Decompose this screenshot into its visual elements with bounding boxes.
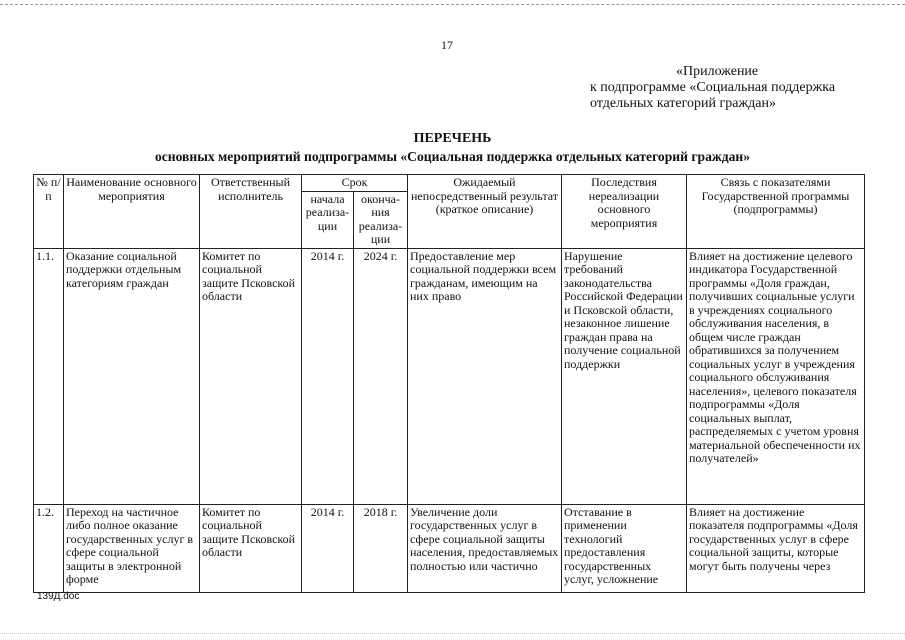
row-2-end: 2018 г. xyxy=(354,504,408,592)
scan-edge-top xyxy=(0,4,905,5)
header-num: № п/п xyxy=(34,175,64,249)
appendix-note xyxy=(590,64,890,112)
row-1-executor: Комитет по социальной защите Псковской области xyxy=(200,248,302,504)
header-end: оконча-ния реализа-ции xyxy=(354,191,408,248)
header-consequences: Последствия нереализации основного мероприятия xyxy=(562,175,687,249)
row-2-start: 2014 г. xyxy=(302,504,354,592)
header-name: Наименование основного мероприятия xyxy=(64,175,200,249)
page-number: 17 xyxy=(441,38,453,52)
appendix-line-3: отдельных категорий граждан» xyxy=(590,96,776,111)
row-2-link: Влияет на достижение показателя подпрограммы «Доля государственных услуг в сфере социальной защиты, которые могут быть получены через xyxy=(687,504,865,592)
row-1-start: 2014 г. xyxy=(302,248,354,504)
table-row xyxy=(34,248,865,504)
table-row xyxy=(34,504,865,592)
header-start: начала реализа-ции xyxy=(302,191,354,248)
row-2-result: Увеличение доли государственных услуг в сфере социальной защиты населения, предоставляемых полностью или частично xyxy=(408,504,562,592)
row-1-link: Влияет на достижение целевого индикатора Государственной программы «Доля граждан, получивших социальные услуги в учреждениях социального обслуживания населения, в общем числе граждан обратившихся за получением социальных услуг в учреждения социального обслуживания населения», целевого показателя подпрограммы «Доля социальных выплат, распределяемых с учетом уровня материальной обеспеченности их получателей» xyxy=(687,248,865,504)
row-2-consequences: Отставание в применении технологий предоставления государственных услуг, усложнение xyxy=(562,504,687,592)
row-1-result: Предоставление мер социальной поддержки всем гражданам, имеющим на них право xyxy=(408,248,562,504)
scan-edge-bottom xyxy=(0,633,905,634)
row-2-name: Переход на частичное либо полное оказание государственных услуг в сфере социальной защиты в электронной форме xyxy=(64,504,200,592)
footer-filename: 139Д.doc xyxy=(37,591,80,602)
header-executor: Ответственный исполнитель xyxy=(200,175,302,249)
row-2-executor: Комитет по социальной защите Псковской области xyxy=(200,504,302,592)
document-title: ПЕРЕЧЕНЬ xyxy=(413,131,492,146)
appendix-line-2: к подпрограмме «Социальная поддержка xyxy=(590,80,836,95)
header-term: Срок xyxy=(302,175,408,192)
header-result: Ожидаемый непосредственный результат (краткое описание) xyxy=(408,175,562,249)
row-2-num: 1.2. xyxy=(34,504,64,592)
row-1-consequences: Нарушение требований законодательства Российской Федерации и Псковской области, незаконное лишение граждан права на получение социальной поддержки xyxy=(562,248,687,504)
row-1-name: Оказание социальной поддержки отдельным категориям граждан xyxy=(64,248,200,504)
header-link: Связь с показателями Государственной программы (подпрограммы) xyxy=(687,175,865,249)
row-1-num: 1.1. xyxy=(34,248,64,504)
row-1-end: 2024 г. xyxy=(354,248,408,504)
measures-table xyxy=(33,174,865,593)
document-subtitle: основных мероприятий подпрограммы «Социальная поддержка отдельных категорий граждан» xyxy=(154,149,751,164)
appendix-line-1: «Приложение xyxy=(676,64,759,79)
